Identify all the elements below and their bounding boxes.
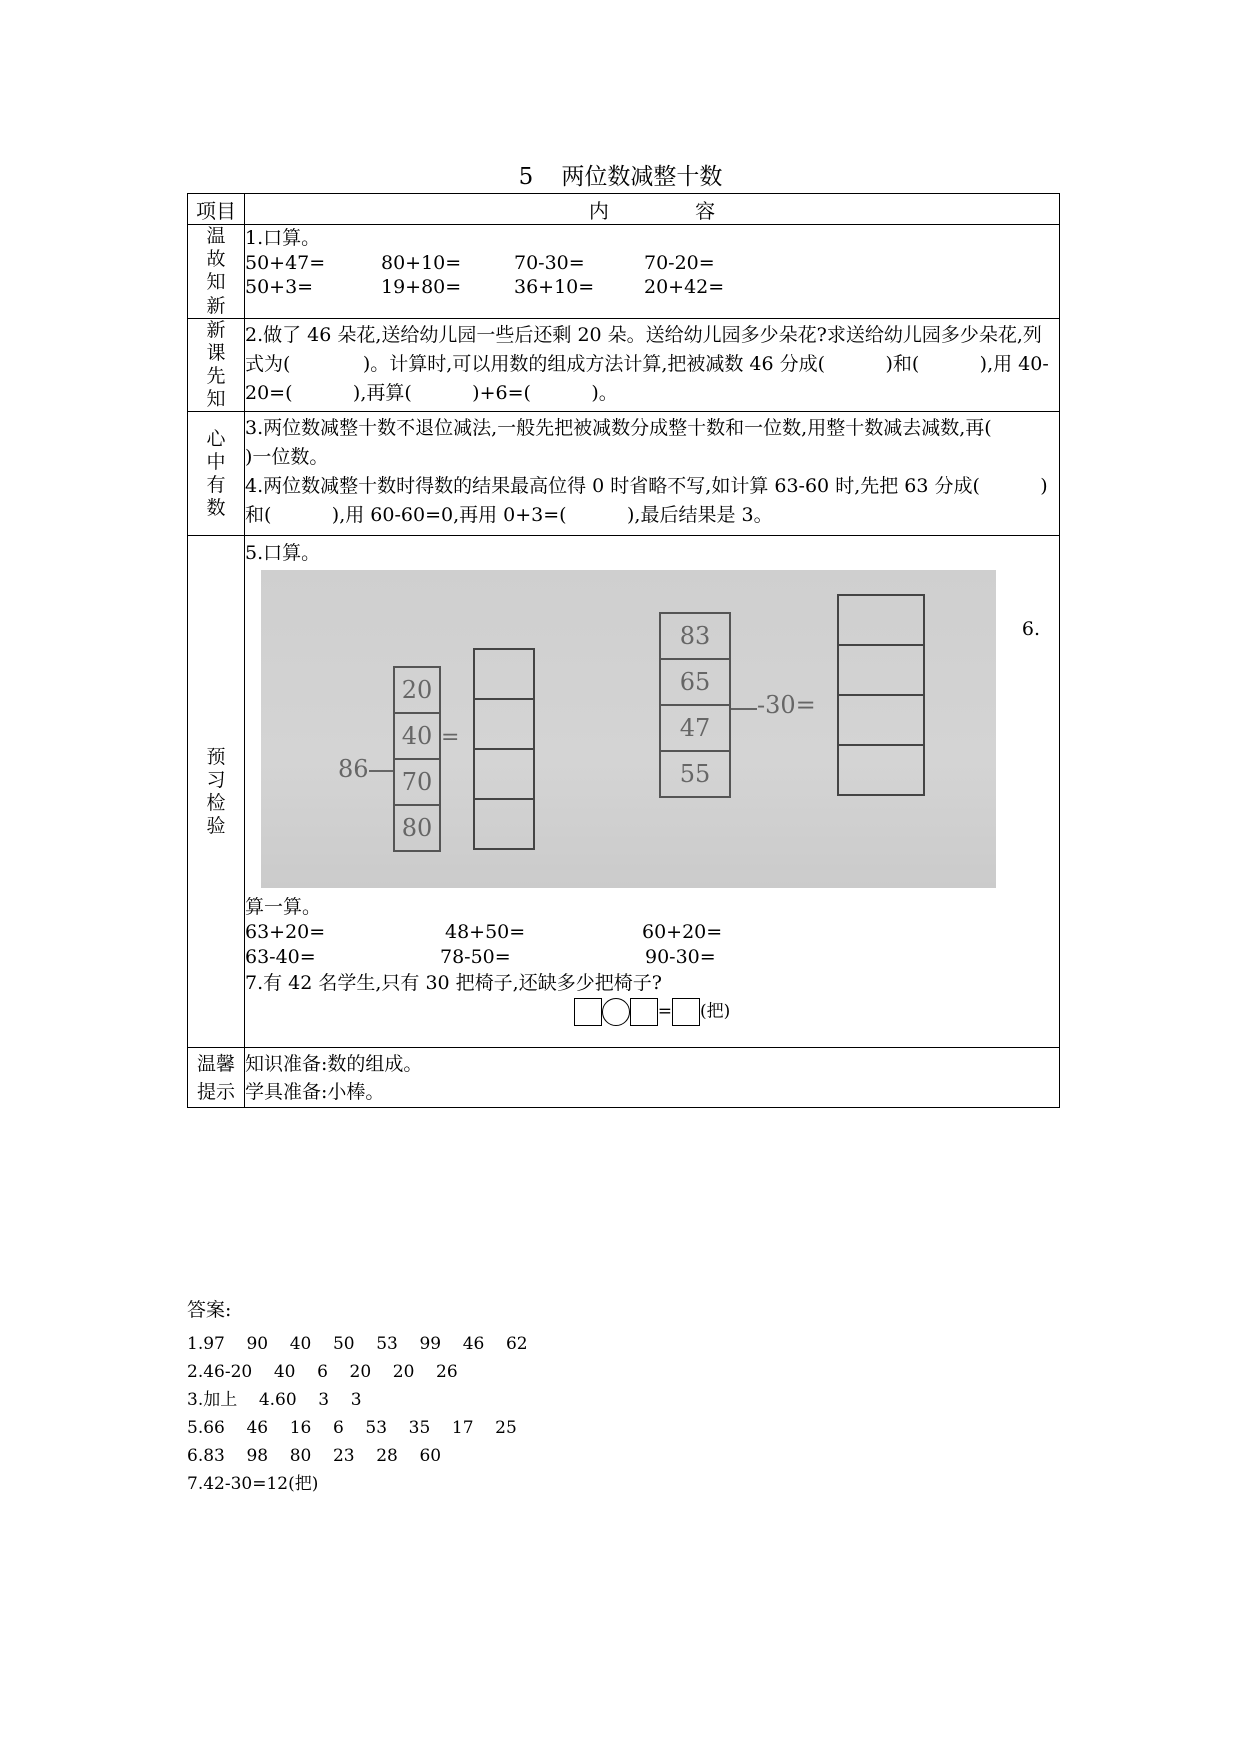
photo-left-line bbox=[369, 770, 393, 772]
photo-cell: 83 bbox=[661, 614, 729, 660]
q6-item: 90-30= bbox=[645, 946, 716, 969]
q1-item: 50+47= bbox=[245, 252, 326, 274]
photo-left-equals: = bbox=[441, 725, 460, 751]
q4-text: 4.两位数减整十数时得数的结果最高位得 0 时省略不写,如计算 63-60 时,先把 63 分成( )和( ),用 60-60=0,再用 0+3=( ),最后结果是 3。 bbox=[245, 475, 1048, 527]
q5-photo bbox=[261, 570, 1040, 888]
answer-box bbox=[475, 700, 533, 750]
q1-item: 70-20= bbox=[644, 252, 715, 274]
row-practice bbox=[188, 536, 1060, 1048]
q5-title: 5.口算。 bbox=[245, 542, 321, 565]
photo-right-operator: -30= bbox=[757, 691, 816, 720]
q1-line1 bbox=[245, 251, 1059, 275]
q6-line2 bbox=[245, 945, 1059, 970]
photo-cell: 55 bbox=[679, 760, 711, 789]
photo-right-answer-boxes bbox=[837, 594, 925, 796]
content-practice bbox=[245, 536, 1060, 1048]
photo-cell: 40 bbox=[395, 714, 439, 760]
q1-item: 36+10= bbox=[514, 276, 595, 298]
row-preview bbox=[188, 318, 1060, 412]
label-review: 温故知新 bbox=[188, 225, 245, 319]
q6-title: 算一算。 bbox=[245, 896, 322, 919]
q6-item: 63-40= bbox=[245, 946, 316, 969]
row-review bbox=[188, 225, 1060, 319]
photo-cell: 65 bbox=[661, 660, 729, 706]
q1-line2 bbox=[245, 275, 1059, 299]
q7-box[interactable] bbox=[574, 998, 602, 1026]
photo-left-number: 86 bbox=[338, 755, 369, 784]
q6-item: 48+50= bbox=[445, 921, 526, 944]
q6-item: 63+20= bbox=[245, 921, 326, 944]
header-content-label: 内 容 bbox=[588, 198, 756, 223]
answer-box bbox=[839, 696, 923, 746]
table-header-row bbox=[188, 194, 1060, 225]
q6-item: 60+20= bbox=[642, 921, 723, 944]
answers-section bbox=[187, 1296, 528, 1498]
title-text: 两位数减整十数 bbox=[561, 164, 723, 190]
answer-box bbox=[839, 596, 923, 646]
label-tips: 温馨提示 bbox=[188, 1048, 245, 1108]
photo-right-column bbox=[659, 612, 731, 798]
q1-item: 80+10= bbox=[381, 252, 462, 274]
q6-line1 bbox=[245, 920, 1059, 945]
photo-left-answer-boxes bbox=[473, 648, 535, 850]
content-review bbox=[245, 225, 1060, 319]
answer-line: 6.83 98 80 23 28 60 bbox=[187, 1446, 442, 1466]
q7-operator-circle[interactable] bbox=[602, 998, 630, 1026]
worksheet-table bbox=[187, 193, 1060, 1108]
q6-number: 6. bbox=[1021, 618, 1040, 641]
q1-item: 19+80= bbox=[381, 276, 462, 298]
photo-left-column bbox=[393, 666, 441, 852]
label-mind: 心中有数 bbox=[188, 412, 245, 536]
photo-cell: 20 bbox=[395, 668, 439, 714]
q7-equation bbox=[245, 998, 1059, 1026]
q6-item: 78-50= bbox=[440, 946, 511, 969]
content-preview bbox=[245, 318, 1060, 412]
photo-cell: 80 bbox=[401, 814, 433, 843]
q7-box[interactable] bbox=[672, 998, 700, 1026]
photo-cell: 70 bbox=[395, 760, 439, 806]
answer-line: 7.42-30=12(把) bbox=[187, 1474, 319, 1494]
answer-box bbox=[839, 646, 923, 696]
q1-item: 70-30= bbox=[514, 252, 585, 274]
photo-cell: 47 bbox=[661, 706, 729, 752]
worksheet-title bbox=[0, 158, 1241, 191]
answers-heading: 答案: bbox=[187, 1299, 232, 1321]
tips-line1: 知识准备:数的组成。 bbox=[245, 1053, 423, 1076]
answer-line: 1.97 90 40 50 53 99 46 62 bbox=[187, 1334, 528, 1354]
answer-box bbox=[839, 746, 923, 794]
row-mind bbox=[188, 412, 1060, 536]
q7-box[interactable] bbox=[630, 998, 658, 1026]
q1-item: 50+3= bbox=[245, 276, 314, 298]
q3-text: 3.两位数减整十数不退位减法,一般先把被减数分成整十数和一位数,用整十数减去减数,再( )一位数。 bbox=[245, 417, 1053, 469]
answer-line: 2.46-20 40 6 20 20 26 bbox=[187, 1362, 458, 1382]
q7-unit: (把) bbox=[699, 1001, 731, 1022]
answer-box bbox=[475, 800, 533, 848]
q7-equals: = bbox=[657, 1001, 672, 1022]
content-tips bbox=[245, 1048, 1060, 1108]
answer-box bbox=[475, 750, 533, 800]
content-mind bbox=[245, 412, 1060, 536]
header-content bbox=[245, 194, 1060, 225]
label-practice: 预习检验 bbox=[188, 536, 245, 1048]
title-number: 5 bbox=[518, 164, 534, 190]
q1-item: 20+42= bbox=[644, 276, 725, 298]
header-item: 项目 bbox=[188, 194, 245, 225]
answer-line: 5.66 46 16 6 53 35 17 25 bbox=[187, 1418, 517, 1438]
answer-line: 3.加上 4.60 3 3 bbox=[187, 1390, 362, 1410]
q1-title: 1.口算。 bbox=[245, 227, 321, 249]
q2-text: 2.做了 46 朵花,送给幼儿园一些后还剩 20 朵。送给幼儿园多少朵花?求送给幼儿园多少朵花,列式为( )。计算时,可以用数的组成方法计算,把被减数 46 分成( )和( ),用 40-20=( ),再算( )+6=( )。 bbox=[245, 323, 1049, 404]
q7-text: 7.有 42 名学生,只有 30 把椅子,还缺多少把椅子? bbox=[245, 972, 662, 995]
row-tips bbox=[188, 1048, 1060, 1108]
tips-line2: 学具准备:小棒。 bbox=[245, 1081, 385, 1104]
photo-right-line bbox=[731, 708, 757, 710]
label-preview: 新课先知 bbox=[188, 318, 245, 412]
answer-box bbox=[475, 650, 533, 700]
